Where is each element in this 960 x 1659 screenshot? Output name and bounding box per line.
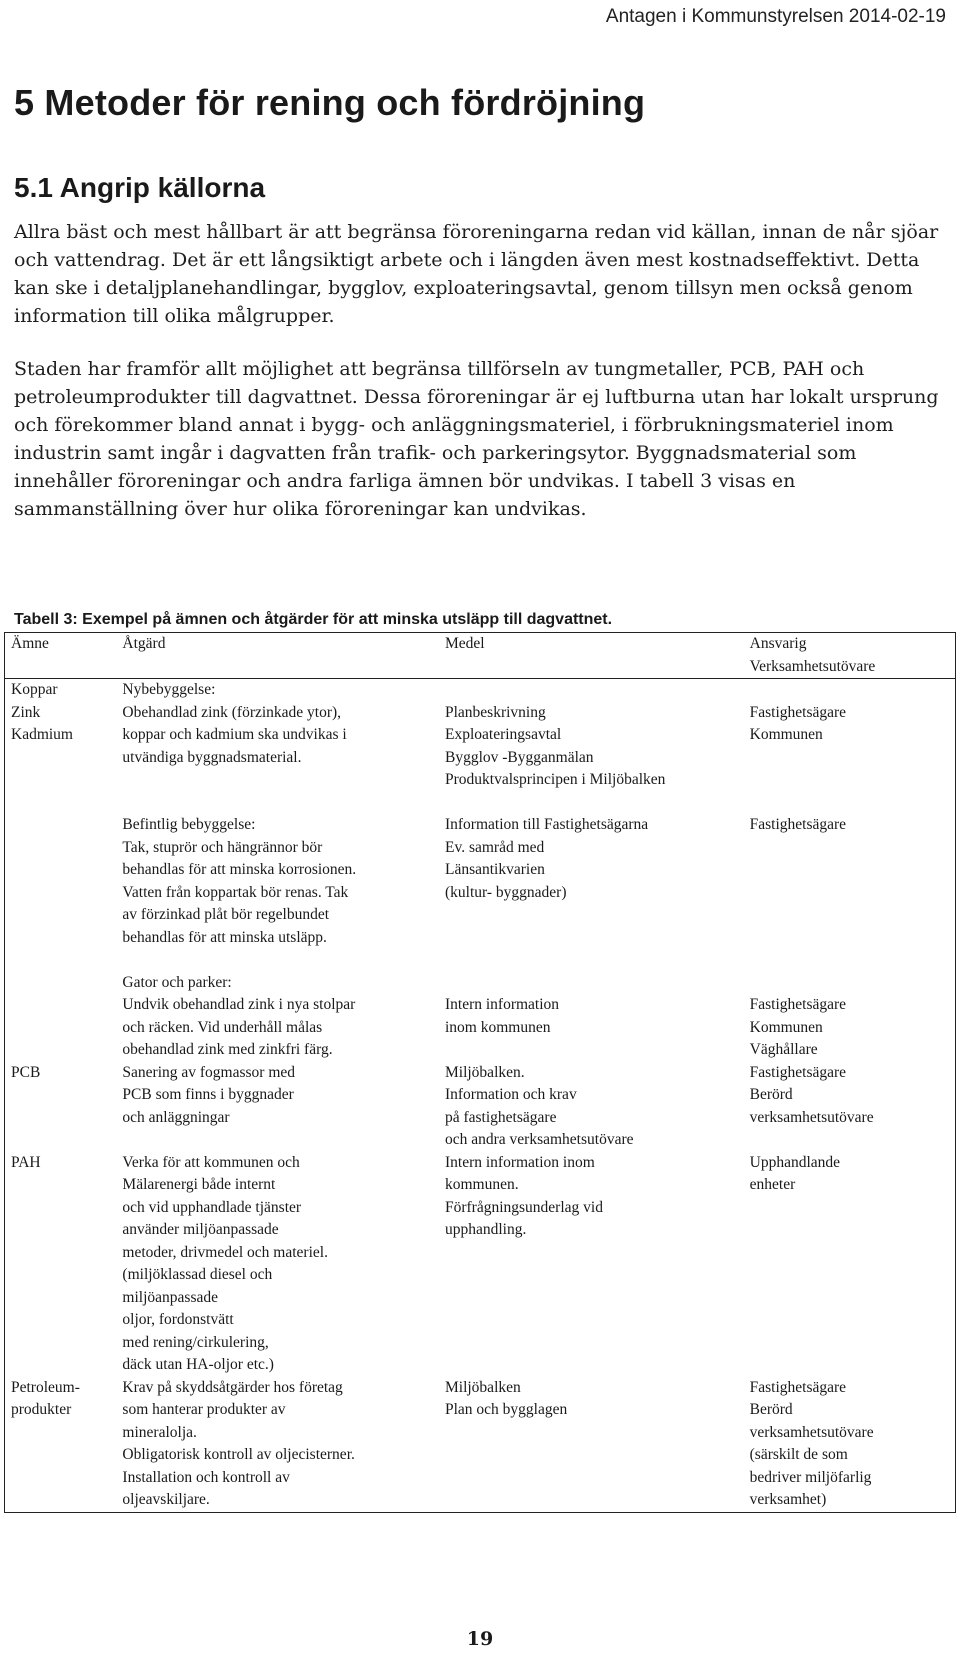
cell-medel [439,814,744,972]
table-row [5,1377,956,1513]
cell-line: mineralolja. [122,1423,197,1441]
table-row [5,1152,956,1377]
table-caption: Tabell 3: Exempel på ämnen och åtgärder för att minska utsläpp till dagvattnet. [14,611,613,628]
cell-line: på fastighetsägare [444,1108,557,1126]
cell-line: Nybebyggelse: [122,681,216,698]
cell-line: Gator och parker: [122,973,232,991]
cell-line: Fastighetsägare [749,1063,847,1081]
table-row [5,814,956,972]
header-line: Åtgärd [122,635,166,652]
header-amne [5,633,117,679]
cell-ansvarig [744,972,956,1062]
header-line: Medel [444,635,485,652]
cell-line: PAH [11,1153,41,1171]
cell-line: Miljöbalken. [444,1063,525,1081]
header-medel [439,633,744,679]
cell-line: Miljöbalken [444,1378,521,1396]
cell-line: Installation och kontroll av [122,1468,290,1486]
cell-amne [5,1377,117,1513]
table-body [5,679,956,1513]
cell-line: Information och krav [444,1086,577,1103]
cell-spacer [750,837,949,860]
cell-line: oljeavskiljare. [122,1491,210,1508]
cell-line: oljor, fordonstvätt [122,1311,234,1328]
cell-line: Upphandlande [749,1153,841,1171]
section-heading: 5.1 Angrip källorna [14,172,266,203]
cell-line: verksamhet) [749,1491,827,1508]
cell-line: upphandling. [444,1221,527,1238]
cell-line: och vid upphandlade tjänster [122,1198,302,1216]
cell-line: Tak, stuprör och hängrännor bör [122,838,323,856]
cell-line [750,972,949,995]
cell-line: PCB [11,1063,41,1081]
cell-line: och anläggningar [122,1108,230,1126]
cell-line: verksamhetsutövare [749,1423,874,1441]
cell-line: Förfrågningsunderlag vid [444,1198,603,1216]
cell-line: Intern information inom [444,1153,595,1171]
cell-medel [439,1377,744,1513]
cell-line: PCB som finns i byggnader [122,1086,294,1103]
cell-line: Undvik obehandlad zink i nya stolpar [122,996,356,1013]
cell-medel [439,972,744,1062]
cell-line: Kadmium [11,726,73,743]
paragraph-1: Allra bäst och mest hållbart är att begränsa föroreningarna redan vid källan, innan de når sjöar och vattendrag. Det är ett långsiktigt arbete och i längden även mest kostnadseffektivt. Detta kan ske i detaljplanehandlingar, bygglov, exploateringsavtal, genom tillsyn men också genom information till olika målgrupper. [14,221,939,327]
cell-line: Obligatorisk kontroll av oljecisterner. [122,1446,355,1463]
cell-line: med rening/cirkulering, [122,1333,269,1351]
cell-line: miljöanpassade [122,1288,218,1306]
header-ansvarig [744,633,956,679]
cell-ansvarig [744,1377,956,1513]
cell-line: Exploateringsavtal [444,726,562,743]
cell-line: produkter [11,1401,72,1418]
cell-spacer [750,747,949,770]
header-line: Ansvarig [749,635,807,652]
cell-spacer [11,747,110,770]
cell-line: (särskilt de som [749,1446,848,1463]
cell-spacer [122,769,433,792]
cell-line: Väghållare [749,1041,818,1058]
cell-line: Sanering av fogmassor med [122,1063,296,1081]
cell-line: och andra verksamhetsutövare [444,1131,634,1148]
cell-line: Planbeskrivning [444,703,546,721]
cell-line: inom kommunen [444,1018,551,1036]
cell-spacer [445,904,738,927]
cell-line: Krav på skyddsåtgärder hos företag [122,1378,343,1396]
cell-ansvarig [744,1152,956,1377]
cell-line: koppar och kadmium ska undvikas i [122,726,347,743]
cell-line: Petroleum- [11,1378,80,1396]
cell-line: obehandlad zink med zinkfri färg. [122,1041,333,1058]
cell-line: Fastighetsägare [749,1378,847,1396]
cell-line: Bygglov -Bygganmälan [444,748,594,766]
cell-line: Berörd [749,1086,793,1103]
cell-line: Kommunen [749,726,823,743]
cell-line: av förzinkad plåt bör regelbundet [122,906,330,923]
cell-spacer [445,792,738,815]
cell-line: behandlas för att minska korrosionen. [122,861,357,878]
cell-amne [5,814,117,972]
cell-atgard [116,814,439,972]
document-header: Antagen i Kommunstyrelsen 2014-02-19 [605,6,946,27]
cell-line: Ev. samråd med [444,838,545,856]
cell-ansvarig [744,814,956,972]
cell-line: behandlas för att minska utsläpp. [122,928,327,946]
cell-spacer [122,949,433,972]
cell-line: kommunen. [444,1176,519,1193]
cell-line: och räcken. Vid underhåll målas [122,1018,323,1036]
cell-line: Verka för att kommunen och [122,1153,300,1171]
header-line: Ämne [11,635,49,652]
cell-line: Befintlig bebyggelse: [122,816,256,833]
table-row [5,1062,956,1152]
cell-medel [439,1152,744,1377]
cell-atgard [116,679,439,815]
cell-line: Information till Fastighetsägarna [444,816,649,833]
cell-spacer [11,814,110,837]
cell-line: Fastighetsägare [749,816,847,833]
cell-line: Intern information [444,996,560,1013]
cell-amne [5,972,117,1062]
cell-line: Obehandlad zink (förzinkade ytor), [122,703,342,721]
cell-line: Koppar [11,681,58,698]
cell-line: verksamhetsutövare [749,1108,874,1126]
cell-line: Berörd [749,1401,793,1418]
cell-medel [439,679,744,815]
cell-line: bedriver miljöfarlig [749,1468,872,1486]
cell-line: Plan och bygglagen [444,1401,568,1418]
cell-line: metoder, drivmedel och materiel. [122,1243,328,1261]
header-line: Verksamhetsutövare [749,657,876,675]
cell-line: Fastighetsägare [749,703,847,721]
cell-amne [5,679,117,815]
cell-line: Vatten från koppartak bör renas. Tak [122,883,349,901]
cell-line: Produktvalsprincipen i Miljöbalken [444,771,666,788]
cell-ansvarig [744,1062,956,1152]
cell-ansvarig [744,679,956,815]
cell-medel [439,1062,744,1152]
cell-line: Länsantikvarien [444,861,545,878]
cell-line: (miljöklassad diesel och [122,1266,273,1283]
cell-line: enheter [749,1176,796,1193]
cell-atgard [116,1377,439,1513]
cell-amne [5,1152,117,1377]
cell-line: Zink [11,703,41,721]
cell-line: utvändiga byggnadsmaterial. [122,748,302,766]
paragraph-2: Staden har framför allt möjlighet att begränsa tillförseln av tungmetaller, PCB, PAH och petroleumprodukter till dagvattnet. Dessa föroreningar är ej luftburna utan har lokalt ursprung och förekommer bland annat i bygg- och anläggningsmateriel, i förbrukningsmateriel inom industrin samt ingår i dagvatten från trafik- och parkeringsytor. Byggnadsmaterial som innehåller föroreningar och andra farliga ämnen bör undvikas. I tabell 3 visas en sammanställning över hur olika föroreningar kan undvikas. [14,358,939,520]
page-number: 19 [466,1628,494,1650]
cell-line: Kommunen [749,1018,823,1036]
cell-line [445,972,738,995]
table-row [5,972,956,1062]
cell-line: Fastighetsägare [749,996,847,1013]
cell-line: Mälarenergi både internt [122,1176,276,1193]
table-row [5,679,956,815]
chapter-heading: 5 Metoder för rening och fördröjning [14,82,646,123]
cell-atgard [116,1152,439,1377]
cell-line: däck utan HA-oljor etc.) [122,1356,274,1373]
cell-line: använder miljöanpassade [122,1221,279,1238]
measures-table [4,632,956,1513]
cell-amne [5,1062,117,1152]
cell-line [445,679,738,702]
cell-line [750,679,949,702]
table-header-row [5,633,956,679]
cell-atgard [116,972,439,1062]
cell-line: som hanterar produkter av [122,1401,286,1418]
header-atgard [116,633,439,679]
cell-atgard [116,1062,439,1152]
cell-line: (kultur- byggnader) [444,883,567,901]
